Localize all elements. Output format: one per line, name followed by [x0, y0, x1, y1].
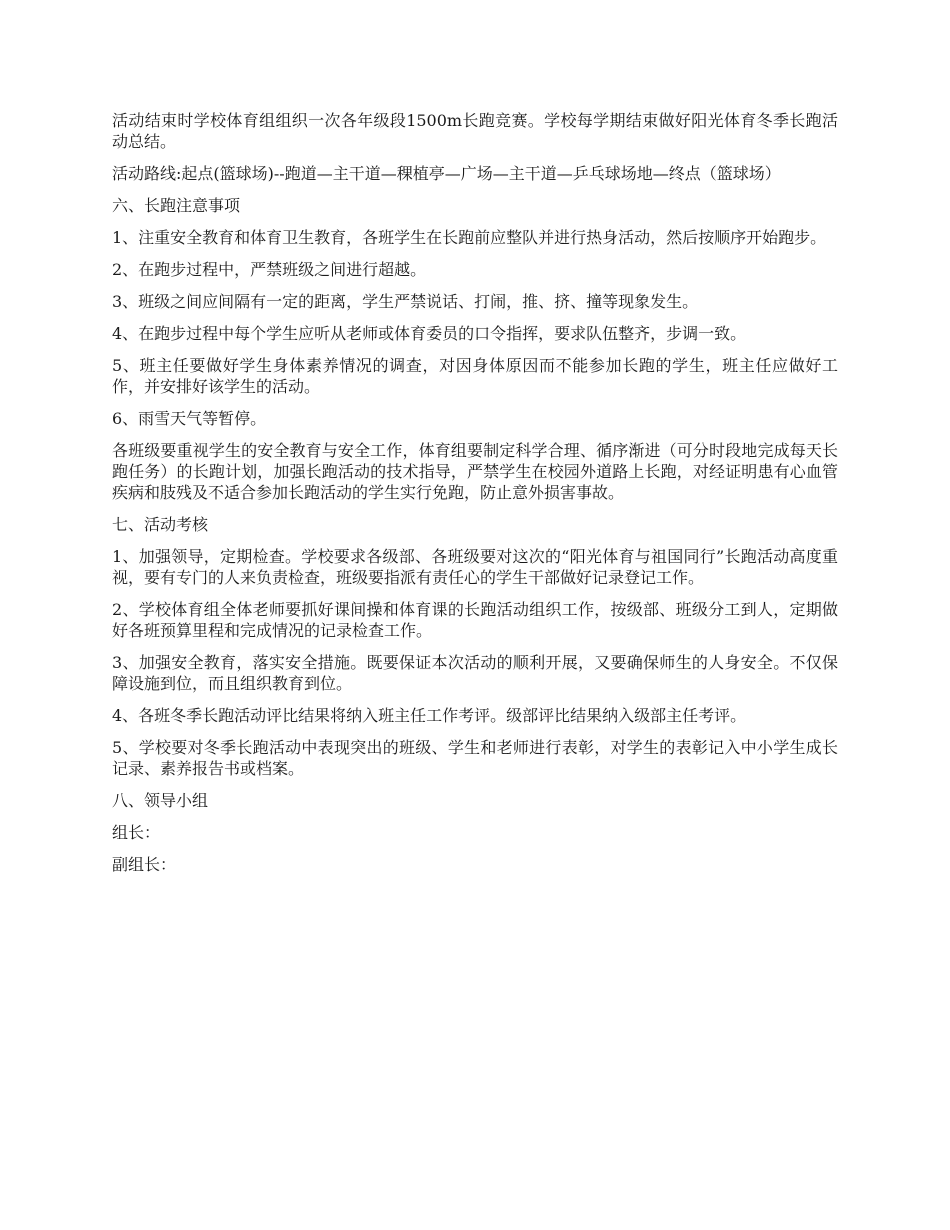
paragraph-safety-notes: 各班级要重视学生的安全教育与安全工作，体育组要制定科学合理、循序渐进（可分时段地完成每天长跑任务）的长跑计划，加强长跑活动的技术指导，严禁学生在校园外道路上长跑，对经证明患有心血管疾病和肢残及不适合参加长跑活动的学生实行免跑，防止意外损害事故。 [112, 441, 838, 502]
list-item-assessment-2: 2、学校体育组全体老师要抓好课间操和体育课的长跑活动组织工作，按级部、班级分工到人，定期做好各班预算里程和完成情况的记录检查工作。 [112, 600, 838, 640]
field-deputy-leader: 副组长： [112, 855, 177, 874]
list-item-assessment-3: 3、加强安全教育，落实安全措施。既要保证本次活动的顺利开展，又要确保师生的人身安全。不仅保障设施到位，而且组织教育到位。 [112, 653, 838, 693]
list-item-precaution-2: 2、在跑步过程中，严禁班级之间进行超越。 [112, 260, 427, 279]
paragraph-competition-summary: 活动结束时学校体育组组织一次各年级段1500m长跑竞赛。学校每学期结束做好阳光体育冬季长跑活动总结。 [112, 111, 838, 151]
list-item-precaution-6: 6、雨雪天气等暂停。 [112, 409, 267, 428]
list-item-precaution-4: 4、在跑步过程中每个学生应听从老师或体育委员的口令指挥，要求队伍整齐，步调一致。 [112, 324, 747, 343]
section-heading-precautions: 六、长跑注意事项 [112, 196, 241, 215]
document-page [112, 110, 838, 886]
list-item-precaution-1: 1、注重安全教育和体育卫生教育，各班学生在长跑前应整队并进行热身活动，然后按顺序开始跑步。 [112, 228, 827, 247]
field-leader: 组长： [112, 823, 161, 842]
paragraph-activity-route: 活动路线:起点(篮球场)--跑道—主干道—稞植亭—广场—主干道—乒乓球场地—终点（篮球场） [112, 164, 781, 183]
list-item-precaution-3: 3、班级之间应间隔有一定的距离，学生严禁说话、打闹，推、挤、撞等现象发生。 [112, 292, 699, 311]
list-item-assessment-1: 1、加强领导，定期检查。学校要求各级部、各班级要对这次的“阳光体育与祖国同行”长跑活动高度重视，要有专门的人来负责检查，班级要指派有责任心的学生干部做好记录登记工作。 [112, 547, 838, 587]
section-heading-leadership: 八、领导小组 [112, 791, 209, 810]
section-heading-assessment: 七、活动考核 [112, 515, 209, 534]
list-item-precaution-5: 5、班主任要做好学生身体素养情况的调查，对因身体原因而不能参加长跑的学生，班主任应做好工作，并安排好该学生的活动。 [112, 356, 838, 396]
list-item-assessment-5: 5、学校要对冬季长跑活动中表现突出的班级、学生和老师进行表彰，对学生的表彰记入中小学生成长记录、素养报告书或档案。 [112, 738, 838, 778]
list-item-assessment-4: 4、各班冬季长跑活动评比结果将纳入班主任工作考评。级部评比结果纳入级部主任考评。 [112, 706, 747, 725]
